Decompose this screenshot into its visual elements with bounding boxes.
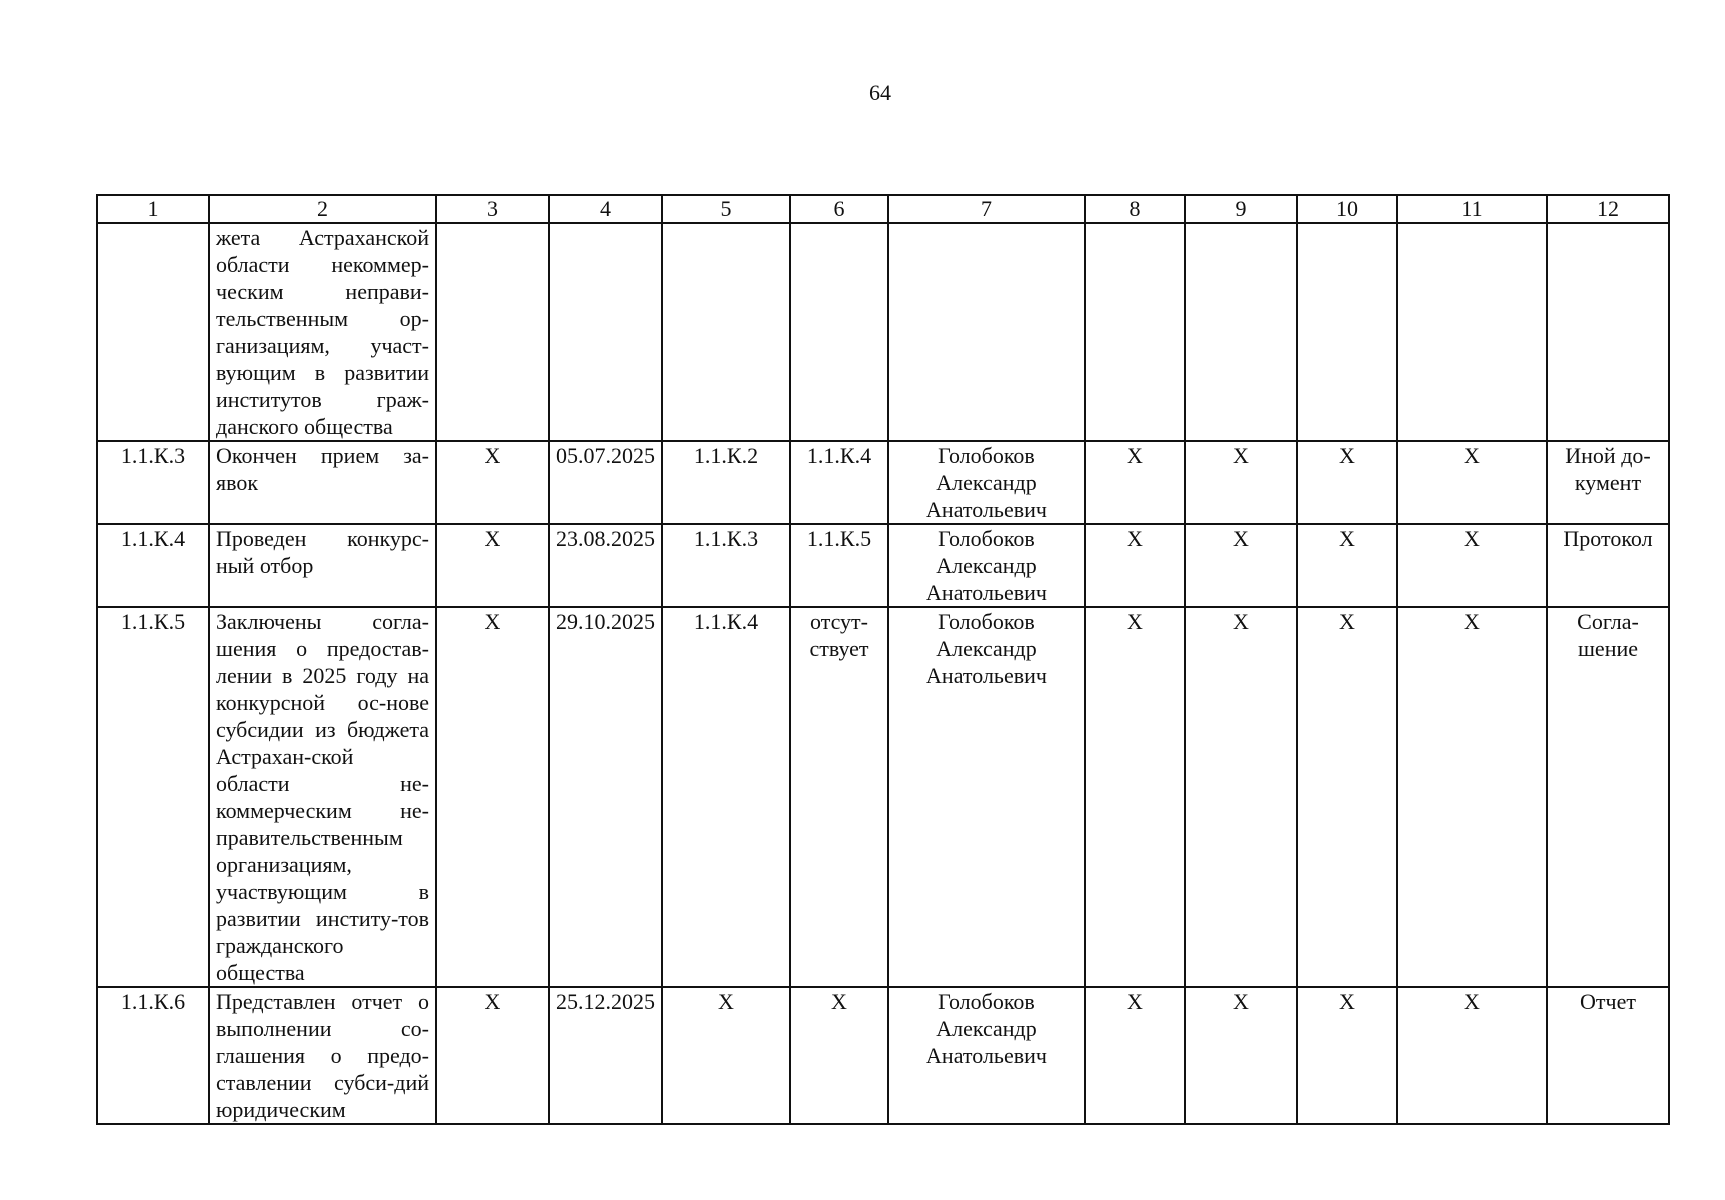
table-row [97, 987, 1669, 1124]
cell-col8: Х [1085, 524, 1185, 607]
cell-description: Окончен прием за-явок [209, 441, 436, 524]
cell-successor: Х [790, 987, 888, 1124]
cell-responsible [888, 223, 1085, 441]
cell-col10: Х [1297, 441, 1397, 524]
column-header: 11 [1397, 195, 1547, 223]
cell-col9: Х [1185, 524, 1297, 607]
table-row [97, 524, 1669, 607]
column-header: 1 [97, 195, 209, 223]
cell-predecessor: 1.1.К.2 [662, 441, 790, 524]
cell-successor: 1.1.К.4 [790, 441, 888, 524]
cell-col11: Х [1397, 441, 1547, 524]
table-row [97, 223, 1669, 441]
cell-col8: Х [1085, 441, 1185, 524]
page-number: 64 [869, 80, 891, 105]
cell-number [97, 223, 209, 441]
table-row [97, 441, 1669, 524]
cell-successor [790, 223, 888, 441]
cell-col10 [1297, 223, 1397, 441]
cell-date: 05.07.2025 [549, 441, 662, 524]
table-body [97, 223, 1669, 1124]
cell-responsible: Голобоков Александр Анатольевич [888, 987, 1085, 1124]
column-header: 5 [662, 195, 790, 223]
cell-col3: Х [436, 607, 549, 987]
cell-description: Проведен конкурс-ный отбор [209, 524, 436, 607]
cell-col8: Х [1085, 607, 1185, 987]
cell-col11: Х [1397, 987, 1547, 1124]
table-header [97, 195, 1669, 223]
cell-number: 1.1.К.5 [97, 607, 209, 987]
cell-date: 23.08.2025 [549, 524, 662, 607]
cell-date [549, 223, 662, 441]
cell-responsible: Голобоков Александр Анатольевич [888, 441, 1085, 524]
cell-document-type: Отчет [1547, 987, 1669, 1124]
cell-responsible: Голобоков Александр Анатольевич [888, 524, 1085, 607]
control-points-table [96, 194, 1670, 1125]
cell-document-type: Иной до-кумент [1547, 441, 1669, 524]
cell-col11 [1397, 223, 1547, 441]
cell-description: жета Астраханской области некоммер-ческим неправи-тельственным ор-ганизациям, участ-вующим в развитии институтов граж-данского общества [209, 223, 436, 441]
cell-col10: Х [1297, 524, 1397, 607]
cell-col3: Х [436, 441, 549, 524]
cell-predecessor: 1.1.К.3 [662, 524, 790, 607]
cell-col8: Х [1085, 987, 1185, 1124]
cell-number: 1.1.К.3 [97, 441, 209, 524]
cell-col3: Х [436, 524, 549, 607]
cell-col3: Х [436, 987, 549, 1124]
column-header: 2 [209, 195, 436, 223]
cell-document-type: Согла-шение [1547, 607, 1669, 987]
column-header: 8 [1085, 195, 1185, 223]
column-header: 3 [436, 195, 549, 223]
cell-responsible: Голобоков Александр Анатольевич [888, 607, 1085, 987]
column-header: 7 [888, 195, 1085, 223]
cell-col3 [436, 223, 549, 441]
column-header: 6 [790, 195, 888, 223]
cell-col8 [1085, 223, 1185, 441]
column-header: 4 [549, 195, 662, 223]
cell-col9 [1185, 223, 1297, 441]
cell-successor: 1.1.К.5 [790, 524, 888, 607]
cell-predecessor [662, 223, 790, 441]
header-row [97, 195, 1669, 223]
cell-col10: Х [1297, 987, 1397, 1124]
cell-date: 29.10.2025 [549, 607, 662, 987]
column-header: 10 [1297, 195, 1397, 223]
cell-number: 1.1.К.4 [97, 524, 209, 607]
table-row [97, 607, 1669, 987]
column-header: 12 [1547, 195, 1669, 223]
cell-number: 1.1.К.6 [97, 987, 209, 1124]
cell-col9: Х [1185, 607, 1297, 987]
cell-col9: Х [1185, 987, 1297, 1124]
cell-document-type: Протокол [1547, 524, 1669, 607]
column-header: 9 [1185, 195, 1297, 223]
cell-description: Представлен отчет о выполнении со-глашения о предо-ставлении субси-дий юридическим [209, 987, 436, 1124]
cell-date: 25.12.2025 [549, 987, 662, 1124]
cell-description: Заключены согла-шения о предостав-лении в 2025 году на конкурсной ос-нове субсидии из бюджета Астрахан-ской области не-коммерческим не-правительственным организациям, участвующим в развитии институ-тов гражданского общества [209, 607, 436, 987]
cell-successor: отсут-ствует [790, 607, 888, 987]
cell-col10: Х [1297, 607, 1397, 987]
cell-col9: Х [1185, 441, 1297, 524]
cell-document-type [1547, 223, 1669, 441]
cell-predecessor: Х [662, 987, 790, 1124]
cell-col11: Х [1397, 524, 1547, 607]
cell-col11: Х [1397, 607, 1547, 987]
cell-predecessor: 1.1.К.4 [662, 607, 790, 987]
